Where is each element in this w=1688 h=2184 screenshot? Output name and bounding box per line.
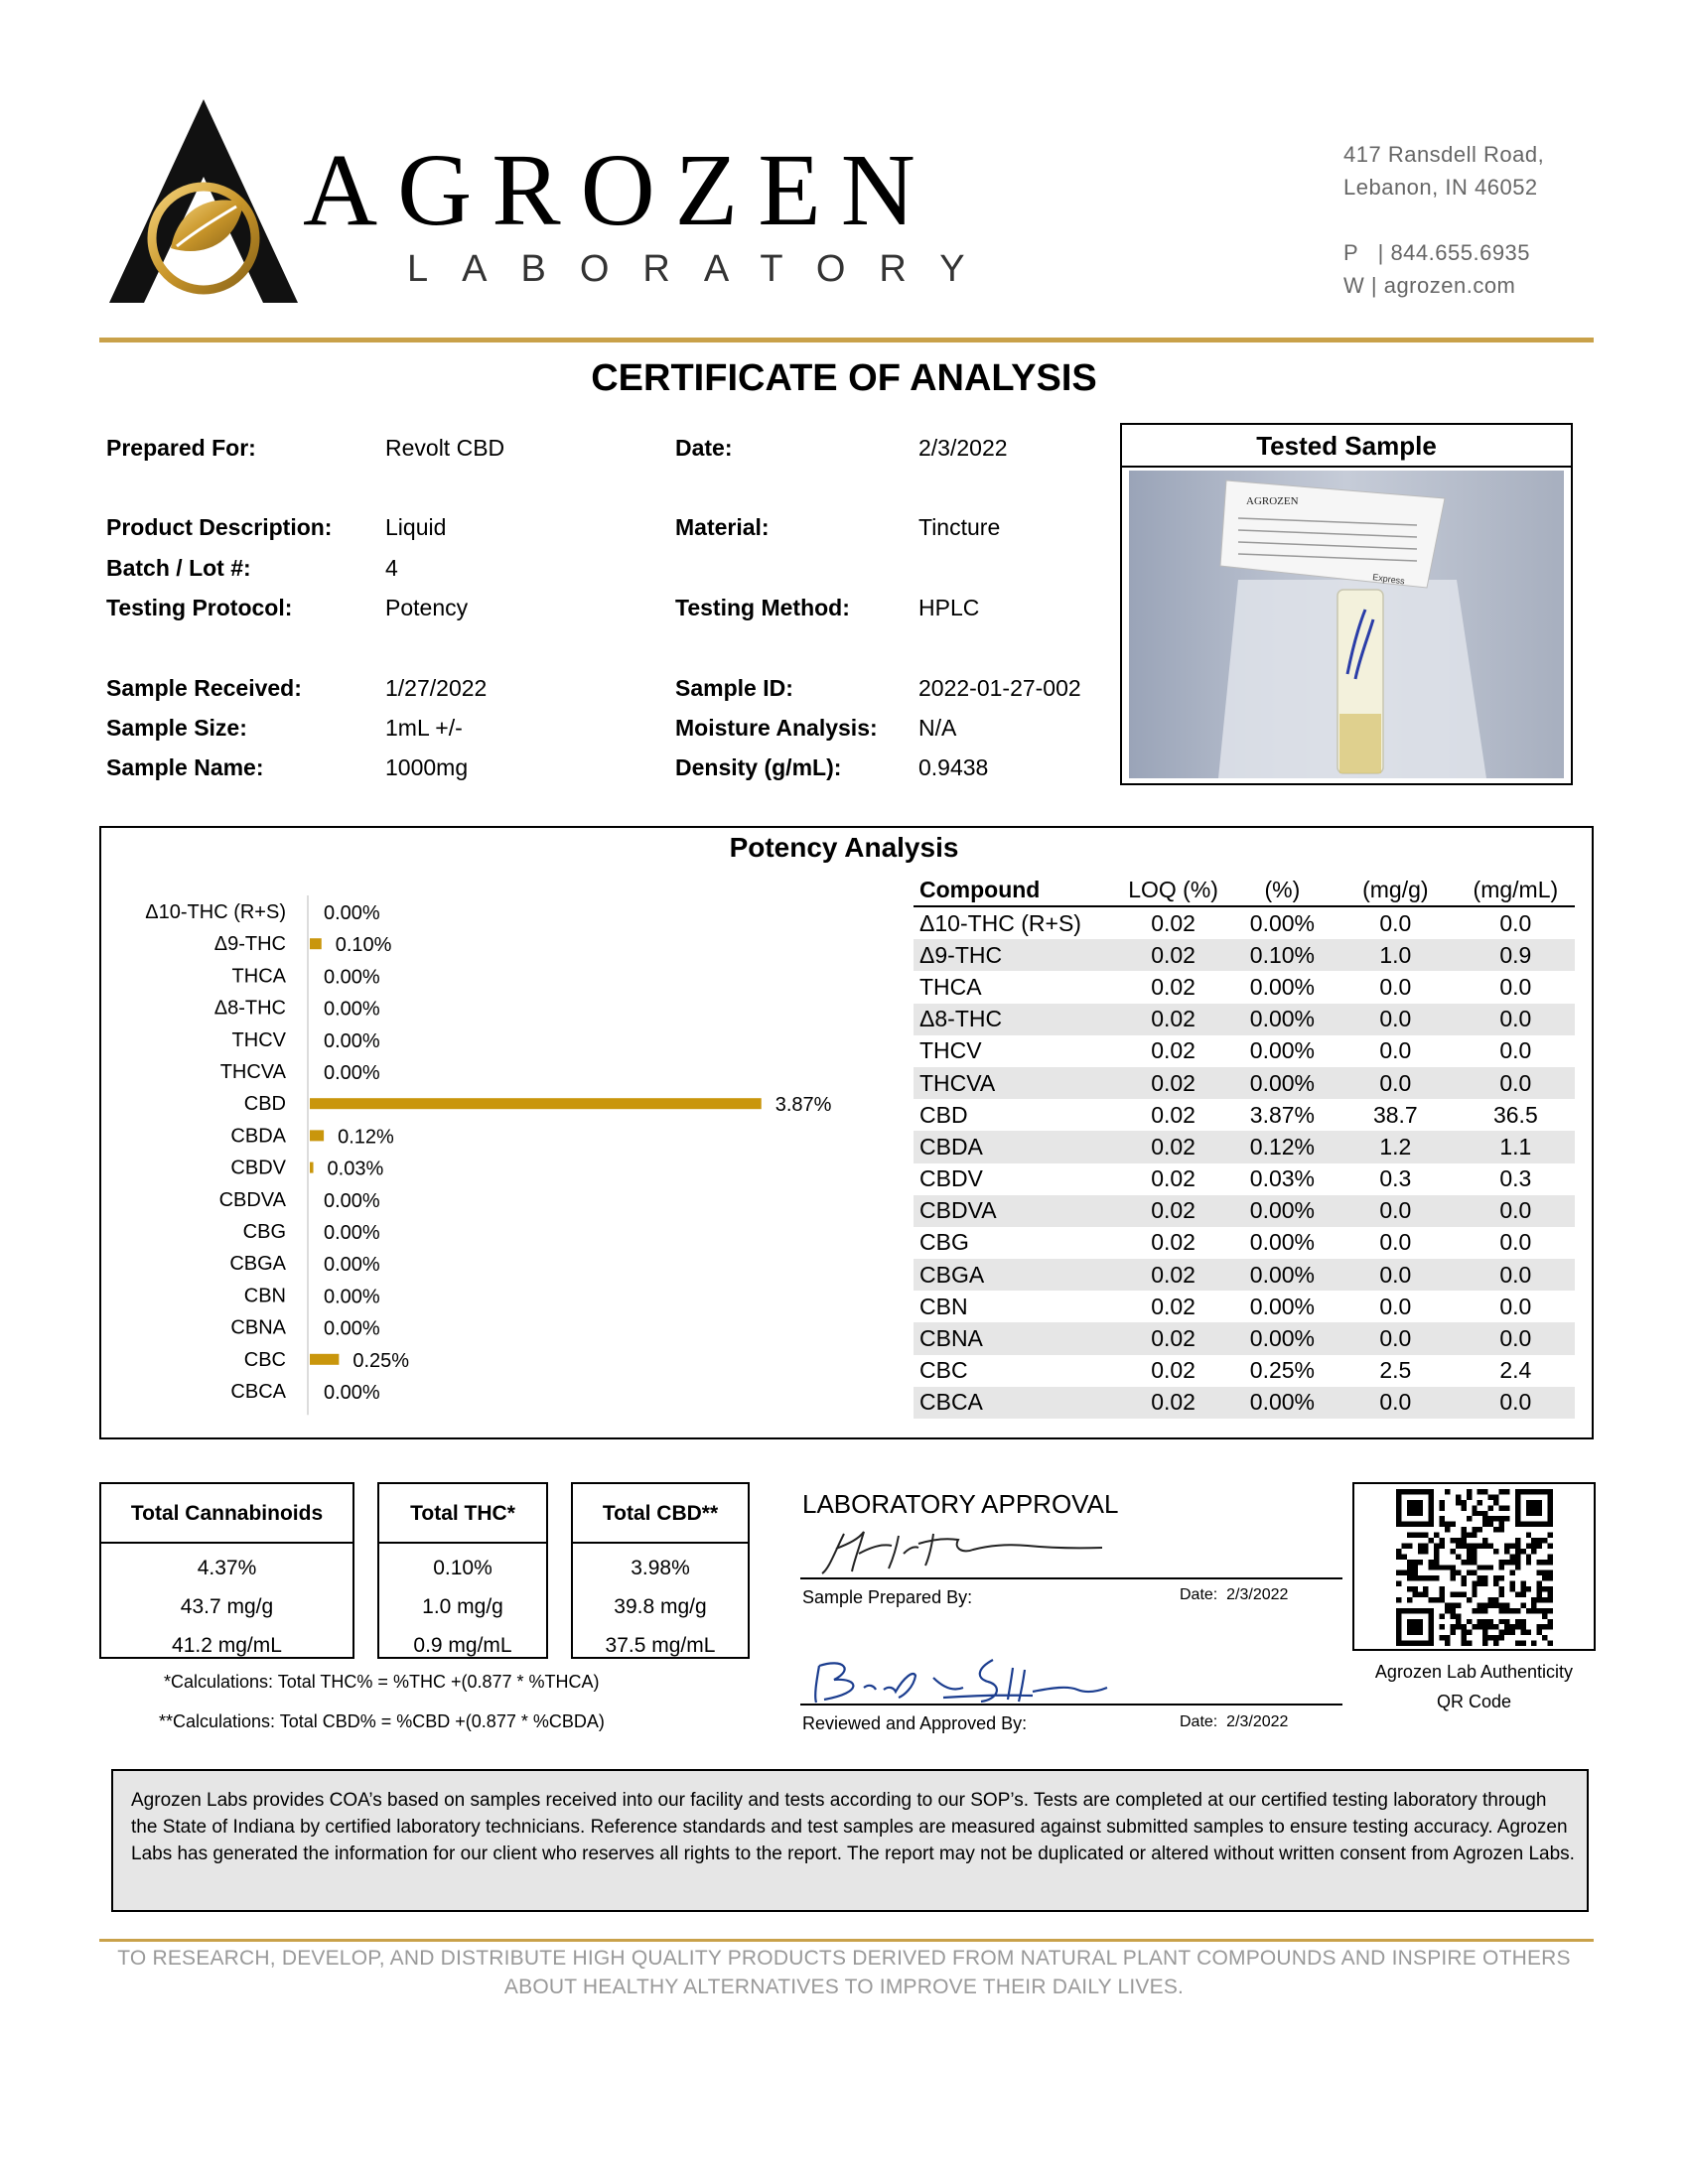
chart-value-label: 0.00% (324, 1189, 380, 1212)
chart-category-label: CBG (242, 1221, 286, 1243)
calc-total-thc: *Calculations: Total THC% = %THC +(0.877 * %THCA) (164, 1672, 600, 1692)
compound-cell: CBDV (919, 1165, 983, 1192)
tested-sample-title: Tested Sample (1256, 431, 1437, 461)
value-cell: 0.0 (1499, 1261, 1532, 1288)
chart-bar (310, 1162, 314, 1173)
chart-category-label: CBNA (230, 1316, 286, 1339)
tested-sample-divider (1122, 466, 1571, 468)
value-cell: 2.4 (1499, 1357, 1532, 1384)
value-cell: 2.5 (1379, 1357, 1412, 1384)
table-row (914, 1067, 1575, 1099)
potency-title: Potency Analysis (729, 832, 959, 863)
value-cell: 1.0 (1379, 941, 1412, 968)
sample-id-value: 2022-01-27-002 (918, 675, 1081, 701)
footer-mission-line-1: TO RESEARCH, DEVELOP, AND DISTRIBUTE HIGH QUALITY PRODUCTS DERIVED FROM NATURAL PLANT COMPOUNDS AND INSPIRE OTHERS (117, 1947, 1571, 1970)
reviewer-signature (804, 1648, 1122, 1707)
chart-value-label: 0.00% (324, 1222, 380, 1244)
value-cell: 0.0 (1379, 1197, 1412, 1224)
reviewed-signature-line (800, 1704, 1342, 1706)
tested-sample-photo (1129, 471, 1564, 778)
table-row (914, 1259, 1575, 1291)
total-thc-box (377, 1482, 548, 1659)
value-cell: 0.02 (1151, 1006, 1196, 1032)
tested-sample-panel (1120, 423, 1573, 785)
moisture-analysis-label: Moisture Analysis: (675, 715, 878, 741)
chart-category-label: THCVA (219, 1061, 286, 1083)
chart-value-label: 0.00% (324, 1254, 380, 1277)
value-cell: 1.1 (1499, 1133, 1532, 1160)
table-row (914, 1004, 1575, 1035)
chart-value-label: 0.00% (324, 1029, 380, 1052)
value-cell: 0.00% (1249, 1006, 1315, 1032)
compound-cell: CBG (919, 1229, 969, 1256)
density-label: Density (g/mL): (675, 754, 842, 780)
chart-category-label: Δ8-THC (213, 997, 286, 1020)
value-cell: 0.0 (1499, 1325, 1532, 1352)
density-value: 0.9438 (918, 754, 989, 780)
chart-category-label: CBGA (229, 1253, 286, 1276)
value-cell: 0.02 (1151, 1133, 1196, 1160)
col-mg-per-g: (mg/g) (1362, 876, 1429, 902)
value-cell: 0.0 (1379, 1293, 1412, 1319)
agrozen-logo-icon (109, 99, 298, 303)
calc-total-cbd: **Calculations: Total CBD% = %CBD +(0.877 * %CBDA) (159, 1711, 605, 1731)
compound-cell: CBGA (919, 1261, 985, 1288)
value-cell: 0.9 (1499, 941, 1532, 968)
chart-value-label: 0.12% (338, 1126, 394, 1149)
total-cbd-pct: 3.98% (631, 1557, 690, 1579)
chart-category-label: CBDVA (218, 1188, 286, 1211)
value-cell: 36.5 (1492, 1101, 1538, 1128)
prepared-for-value: Revolt CBD (385, 435, 505, 461)
batch-lot-label: Batch / Lot #: (106, 555, 251, 581)
value-cell: 0.0 (1379, 1261, 1412, 1288)
value-cell: 0.3 (1499, 1165, 1532, 1192)
value-cell: 1.2 (1379, 1133, 1412, 1160)
value-cell: 0.02 (1151, 1261, 1196, 1288)
compound-cell: CBNA (919, 1325, 983, 1352)
chart-value-label: 0.10% (335, 934, 392, 957)
value-cell: 0.0 (1379, 1069, 1412, 1096)
chart-value-label: 0.00% (324, 1062, 380, 1084)
date-value: 2/3/2022 (918, 435, 1008, 461)
phone-number: P | 844.655.6935 (1343, 240, 1531, 265)
qr-modules (1396, 1489, 1553, 1646)
value-cell: 0.00% (1249, 1261, 1315, 1288)
document-title: CERTIFICATE OF ANALYSIS (591, 357, 1097, 399)
value-cell: 0.02 (1151, 1325, 1196, 1352)
table-row (914, 1227, 1575, 1259)
chart-value-label: 3.87% (774, 1094, 832, 1117)
product-description-label: Product Description: (106, 514, 333, 540)
potency-table-header (914, 874, 1575, 906)
total-cbd-mgg: 39.8 mg/g (614, 1595, 707, 1618)
qr-caption-line-1: Agrozen Lab Authenticity (1374, 1662, 1574, 1682)
chart-bar (310, 1098, 762, 1109)
value-cell: 0.02 (1151, 1165, 1196, 1192)
value-cell: 0.0 (1499, 1069, 1532, 1096)
chart-value-label: 0.00% (324, 902, 380, 924)
chart-bar (310, 1130, 324, 1141)
value-cell: 0.0 (1379, 973, 1412, 1000)
chart-bar (310, 1354, 339, 1365)
value-cell: 0.0 (1499, 1197, 1532, 1224)
value-cell: 0.00% (1249, 1037, 1315, 1064)
value-cell: 0.0 (1379, 1229, 1412, 1256)
chart-bar (310, 938, 322, 949)
address-line-1: 417 Ransdell Road, (1343, 142, 1545, 167)
chart-category-label: THCA (231, 965, 286, 988)
table-row (914, 971, 1575, 1003)
footer-divider (99, 1939, 1594, 1942)
product-description-value: Liquid (385, 514, 447, 540)
potency-table (914, 874, 1575, 1419)
sample-id-label: Sample ID: (675, 675, 793, 701)
value-cell: 0.02 (1151, 1229, 1196, 1256)
col-mg-per-ml: (mg/mL) (1473, 876, 1559, 902)
sample-name-label: Sample Name: (106, 754, 264, 780)
chart-category-label: CBDV (230, 1157, 286, 1179)
table-row (914, 1195, 1575, 1227)
compound-cell: CBDVA (919, 1197, 997, 1224)
total-thc-mgml: 0.9 mg/mL (413, 1634, 512, 1657)
value-cell: 0.02 (1151, 1037, 1196, 1064)
value-cell: 0.00% (1249, 909, 1315, 936)
material-label: Material: (675, 514, 770, 540)
total-cannabinoids-mgml: 41.2 mg/mL (172, 1634, 282, 1657)
value-cell: 0.00% (1249, 1325, 1315, 1352)
chart-value-label: 0.00% (324, 1317, 380, 1340)
value-cell: 0.02 (1151, 973, 1196, 1000)
authenticity-qr-code[interactable] (1385, 1489, 1564, 1646)
value-cell: 0.02 (1151, 1357, 1196, 1384)
value-cell: 0.02 (1151, 909, 1196, 936)
potency-bar-chart (109, 895, 832, 1422)
testing-method-label: Testing Method: (675, 595, 850, 620)
value-cell: 0.0 (1499, 1037, 1532, 1064)
col-loq: LOQ (%) (1128, 876, 1218, 902)
col-percent: (%) (1264, 876, 1301, 902)
value-cell: 0.02 (1151, 1101, 1196, 1128)
compound-cell: THCA (919, 973, 982, 1000)
compound-cell: CBDA (919, 1133, 983, 1160)
compound-cell: CBCA (919, 1389, 983, 1416)
testing-method-value: HPLC (918, 595, 980, 620)
value-cell: 0.03% (1249, 1165, 1315, 1192)
value-cell: 0.0 (1379, 1006, 1412, 1032)
value-cell: 0.0 (1379, 1325, 1412, 1352)
table-row (914, 1035, 1575, 1067)
chart-value-label: 0.00% (324, 966, 380, 989)
chart-category-label: CBCA (230, 1381, 286, 1403)
value-cell: 0.02 (1151, 1389, 1196, 1416)
table-row (914, 906, 1575, 939)
total-cannabinoids-box (99, 1482, 354, 1659)
testing-protocol-label: Testing Protocol: (106, 595, 293, 620)
value-cell: 0.0 (1379, 1389, 1412, 1416)
compound-cell: CBD (919, 1101, 968, 1128)
value-cell: 0.25% (1249, 1357, 1315, 1384)
sample-label-brand: AGROZEN (1246, 495, 1299, 507)
total-thc-title: Total THC* (379, 1484, 546, 1544)
value-cell: 0.00% (1249, 1293, 1315, 1319)
value-cell: 0.02 (1151, 1069, 1196, 1096)
value-cell: 0.10% (1249, 941, 1315, 968)
disclaimer-text: Agrozen Labs provides COA’s based on samples received into our facility and tests according to our SOP’s. Tests are completed at our certified testing laboratory through the State of Indiana by certified laboratory technicians. Reference standards and test samples are measured against submitted samples to ensure testing accuracy. Agrozen Labs has generated the information for our client who reserves all rights to the report. The report may not be duplicated or altered without written consent from Agrozen Labs. (131, 1790, 1575, 1864)
table-row (914, 1131, 1575, 1162)
value-cell: 3.87% (1249, 1101, 1315, 1128)
table-row (914, 1387, 1575, 1419)
compound-cell: THCV (919, 1037, 982, 1064)
value-cell: 0.12% (1249, 1133, 1315, 1160)
brand-name: AGROZEN (303, 133, 935, 247)
chart-value-label: 0.00% (324, 1382, 380, 1404)
prepared-by-label: Sample Prepared By: (802, 1587, 973, 1607)
chart-value-label: 0.25% (352, 1349, 410, 1372)
brand-subtitle: LABORATORY (407, 248, 999, 290)
col-compound: Compound (919, 876, 1041, 902)
sample-size-value: 1mL +/- (385, 715, 463, 741)
sample-name-value: 1000mg (385, 754, 469, 780)
qr-caption-line-2: QR Code (1436, 1692, 1512, 1711)
prepared-date: Date: 2/3/2022 (1180, 1586, 1289, 1603)
value-cell: 0.00% (1249, 1197, 1315, 1224)
total-cbd-mgml: 37.5 mg/mL (605, 1634, 716, 1657)
value-cell: 0.0 (1499, 1389, 1532, 1416)
table-row (914, 939, 1575, 971)
sample-received-label: Sample Received: (106, 675, 302, 701)
compound-cell: Δ10-THC (R+S) (919, 909, 1081, 936)
value-cell: 0.02 (1151, 1293, 1196, 1319)
value-cell: 0.0 (1499, 1293, 1532, 1319)
value-cell: 0.00% (1249, 1069, 1315, 1096)
chart-category-label: THCV (231, 1028, 286, 1051)
total-cannabinoids-mgg: 43.7 mg/g (180, 1595, 274, 1618)
total-thc-pct: 0.10% (433, 1557, 492, 1579)
batch-lot-value: 4 (385, 555, 398, 581)
sample-label-express: Express (1371, 572, 1406, 587)
total-thc-mgg: 1.0 mg/g (422, 1595, 503, 1618)
footer-mission-line-2: ABOUT HEALTHY ALTERNATIVES TO IMPROVE THEIR DAILY LIVES. (503, 1976, 1185, 1998)
prepared-signature-line (800, 1577, 1342, 1579)
date-label: Date: (675, 435, 733, 461)
compound-cell: THCVA (919, 1069, 996, 1096)
material-value: Tincture (918, 514, 1001, 540)
total-cannabinoids-title: Total Cannabinoids (101, 1484, 352, 1544)
compound-cell: CBN (919, 1293, 968, 1319)
moisture-analysis-value: N/A (918, 715, 957, 741)
header-divider (99, 338, 1594, 342)
compound-cell: Δ9-THC (919, 941, 1003, 968)
value-cell: 0.02 (1151, 941, 1196, 968)
address-line-2: Lebanon, IN 46052 (1343, 175, 1538, 200)
total-cbd-title: Total CBD** (573, 1484, 748, 1544)
value-cell: 38.7 (1372, 1101, 1418, 1128)
chart-value-label: 0.03% (327, 1158, 384, 1180)
chart-category-label: Δ9-THC (213, 933, 286, 956)
value-cell: 0.0 (1499, 1006, 1532, 1032)
value-cell: 0.3 (1379, 1165, 1412, 1192)
chart-category-label: CBN (243, 1285, 286, 1307)
prepared-for-label: Prepared For: (106, 435, 256, 461)
value-cell: 0.00% (1249, 973, 1315, 1000)
value-cell: 0.0 (1379, 909, 1412, 936)
sample-received-value: 1/27/2022 (385, 675, 488, 701)
chart-category-label: CBD (243, 1093, 286, 1116)
value-cell: 0.0 (1499, 909, 1532, 936)
chart-category-label: CBDA (230, 1125, 286, 1148)
compound-cell: CBC (919, 1357, 968, 1384)
table-row (914, 1291, 1575, 1322)
value-cell: 0.00% (1249, 1389, 1315, 1416)
value-cell: 0.00% (1249, 1229, 1315, 1256)
reviewed-date: Date: 2/3/2022 (1180, 1713, 1289, 1730)
value-cell: 0.02 (1151, 1197, 1196, 1224)
sample-size-label: Sample Size: (106, 715, 247, 741)
chart-value-label: 0.00% (324, 1286, 380, 1308)
value-cell: 0.0 (1499, 973, 1532, 1000)
testing-protocol-value: Potency (385, 595, 469, 620)
chart-category-label: Δ10-THC (R+S) (145, 901, 286, 923)
compound-cell: Δ8-THC (919, 1006, 1003, 1032)
table-row (914, 1099, 1575, 1131)
chart-value-label: 0.00% (324, 998, 380, 1021)
table-row (914, 1322, 1575, 1354)
total-cbd-box (571, 1482, 750, 1659)
table-row (914, 1355, 1575, 1387)
chart-category-label: CBC (243, 1348, 286, 1371)
preparer-signature (814, 1524, 1112, 1578)
value-cell: 0.0 (1379, 1037, 1412, 1064)
lab-approval-title: LABORATORY APPROVAL (802, 1489, 1119, 1519)
value-cell: 0.0 (1499, 1229, 1532, 1256)
reviewed-by-label: Reviewed and Approved By: (802, 1713, 1028, 1733)
table-row (914, 1163, 1575, 1195)
website: W | agrozen.com (1343, 273, 1516, 298)
total-cannabinoids-pct: 4.37% (197, 1557, 257, 1579)
